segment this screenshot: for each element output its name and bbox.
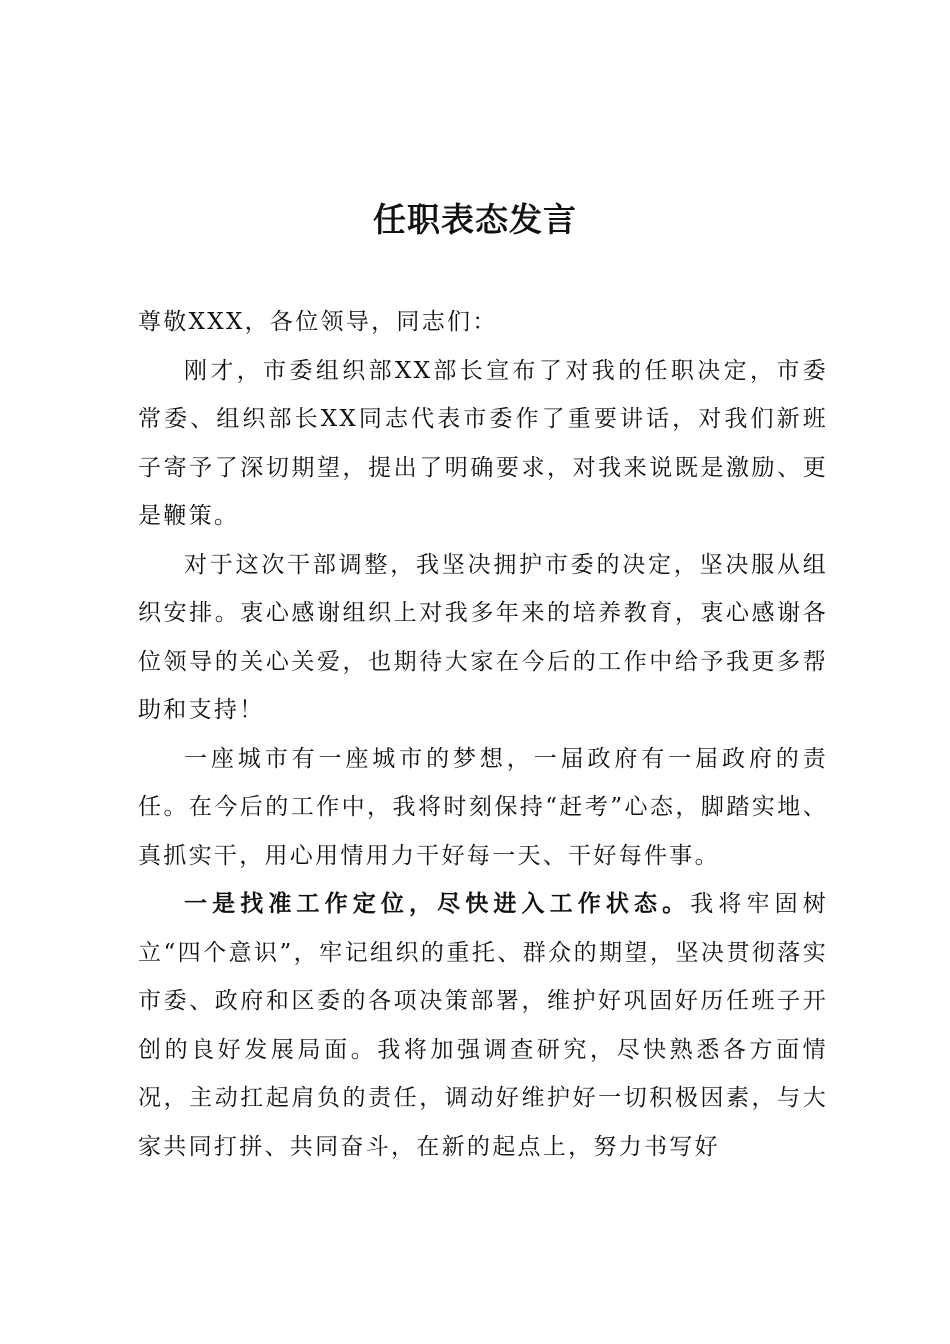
document-body [138, 298, 828, 1171]
document-title: 任职表态发言 [373, 200, 577, 239]
paragraph-4 [138, 880, 828, 1171]
point-one-text: 我将牢固树立“四个意识”，牢记组织的重托、群众的期望，坚决贯彻落实市委、政府和区委的各项决策部署，维护好巩固好历任班子开创的良好发展局面。我将加强调查研究，尽快熟悉各方面情况，主动扛起肩负的责任，调动好维护好一切积极因素，与大家共同打拼、共同奋斗，在新的起点上，努力书写好 [138, 891, 829, 1160]
paragraph-3: 一座城市有一座城市的梦想，一届政府有一届政府的责任。在今后的工作中，我将时刻保持“赶考”心态，脚踏实地、真抓实干，用心用情用力干好每一天、干好每件事。 [138, 745, 828, 869]
paragraph-1: 刚才，市委组织部XX部长宣布了对我的任职决定，市委常委、组织部长XX同志代表市委作了重要讲话，对我们新班子寄予了深切期望，提出了明确要求，对我来说既是激励、更是鞭策。 [138, 357, 828, 529]
salutation: 尊敬XXX，各位领导，同志们： [138, 309, 498, 335]
paragraph-2: 对于这次干部调整，我坚决拥护市委的决定，坚决服从组织安排。衷心感谢组织上对我多年来的培养教育，衷心感谢各位领导的关心关爱，也期待大家在今后的工作中给予我更多帮助和支持！ [138, 551, 828, 723]
point-one-heading: 一是找准工作定位，尽快进入工作状态。 [184, 890, 691, 917]
